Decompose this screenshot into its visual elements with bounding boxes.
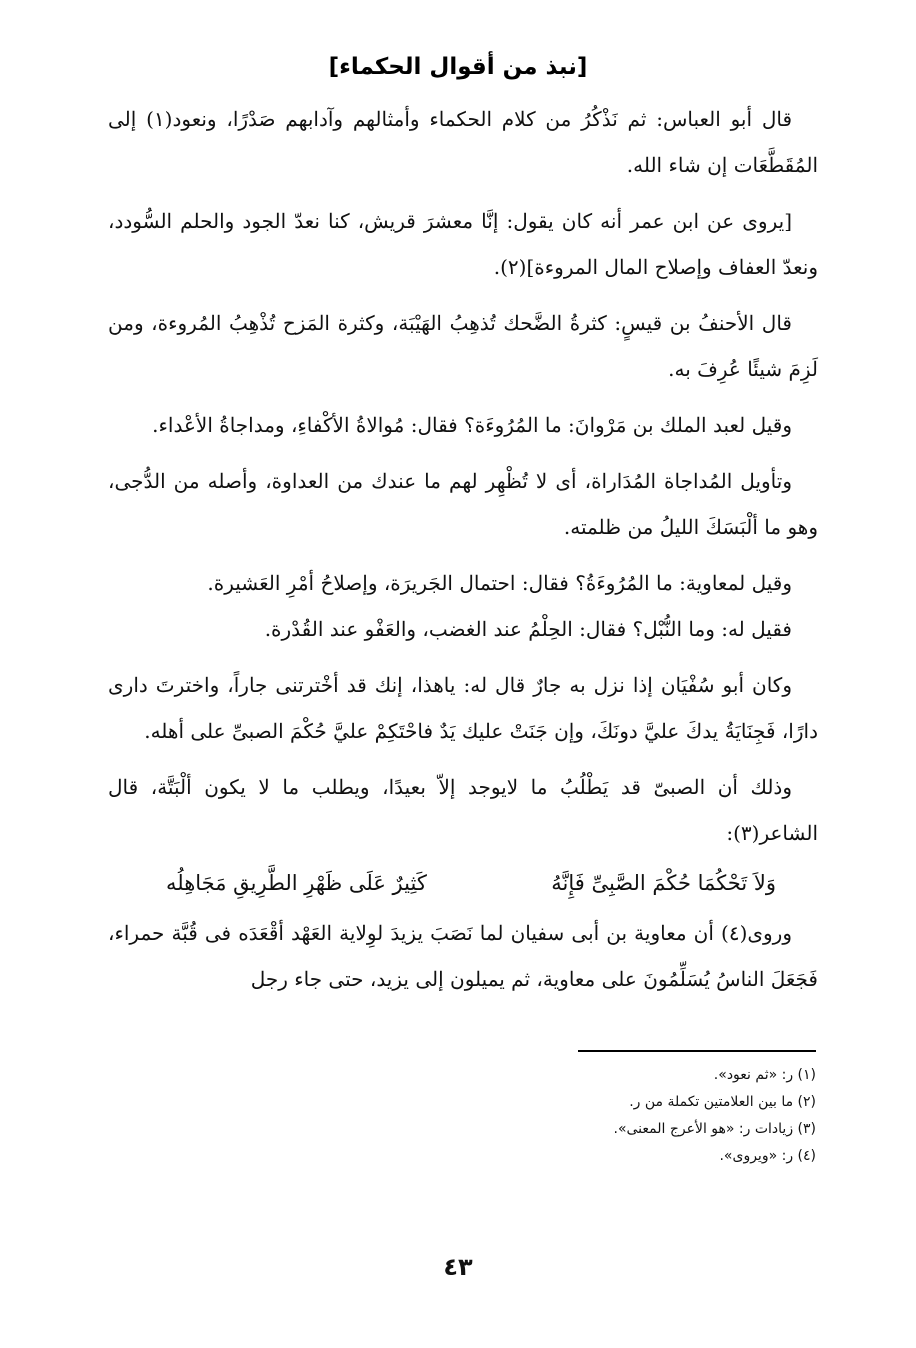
- verse-second-hemistich: كَثِيرٌ عَلَى ظَهْرِ الطَّرِيقِ مَجَاهِلُه: [166, 871, 427, 895]
- paragraph: قال أبو العباس: ثم نَذْكُرُ من كلام الحكماء وأمثالهم وآدابهم صَدْرًا، ونعود(١) إلى المُقَطَّعَات إن شاء الله.: [108, 107, 818, 177]
- footnote: (٣) زيادات ر: «هو الأعرج المعنى».: [613, 1121, 816, 1137]
- running-header: [نبذ من أقوال الحكماء]: [328, 54, 588, 80]
- footnote: (٤) ر: «ويروى».: [719, 1148, 816, 1164]
- footnote: (٢) ما بين العلامتين تكملة من ر.: [629, 1094, 816, 1110]
- paragraph: وتأويل المُداجاة المُدَاراة، أى لا تُظْهِر لهم ما عندك من العداوة، وأصله من الدُّجى، وهو ما ألْبَسَكَ الليلُ من ظلمته.: [108, 469, 818, 539]
- paragraph: وقيل لمعاوية: ما المُرُوءَةُ؟ فقال: احتمال الجَريرَة، وإصلاحُ أمْرِ العَشيرة.: [207, 571, 792, 595]
- page-number: ٤٣: [443, 1253, 473, 1281]
- paragraph: فقيل له: وما النُّبْل؟ فقال: الحِلْمُ عند الغضب، والعَفْو عند القُدْرة.: [264, 617, 792, 641]
- paragraph: وكان أبو سُفْيَان إذا نزل به جارٌ قال له: ياهذا، إنك قد أخْترتنى جاراً، واخترتَ دارى دارًا، فَجِنَايَةُ يدكَ عليَّ دونَكَ، وإن جَنَتْ عليك يَدٌ فاحْتَكِمْ عليَّ حُكْمَ الصبىِّ على أهله.: [108, 673, 818, 743]
- paragraph: [يروى عن ابن عمر أنه كان يقول: إنَّا معشرَ قريش، كنا نعدّ الجود والحلم السُّودد، ونعدّ العفاف وإصلاح المال المروءة](٢).: [108, 209, 818, 279]
- poetry-verse: [108, 860, 818, 906]
- footnote: (١) ر: «ثم نعود».: [713, 1067, 816, 1083]
- paragraph: وذلك أن الصبىّ قد يَطْلُبُ ما لايوجد إلاّ بعيدًا، ويطلب ما لا يكون ألْبَتَّة، قال الشاعر(٣):: [108, 775, 818, 845]
- paragraph: قال الأحنفُ بن قيسٍ: كثرةُ الضَّحك تُذهِبُ الهَيْبَة، وكثرة المَزح تُذْهِبُ المُروءة، ومن لَزِمَ شيئًا عُرِفَ به.: [108, 311, 818, 381]
- footnotes: [216, 1062, 816, 1170]
- paragraph: وروى(٤) أن معاوية بن أبى سفيان لما نَصَبَ يزيدَ لوِلاية العَهْد أقْعَدَه فى قُبَّة حمراء، فَجَعَلَ الناسُ يُسَلِّمُونَ على معاوية، ثم يميلون إلى يزيد، حتى جاء رجل: [108, 921, 818, 991]
- body-text: [108, 96, 818, 1002]
- verse-first-hemistich: وَلاَ تَحْكُمَا حُكْمَ الصَّبِىِّ فَإِنَّهُ: [551, 871, 776, 895]
- paragraph: وقيل لعبد الملك بن مَرْوانَ: ما المُرُوءَة؟ فقال: مُوالاةُ الأكْفاءِ، ومداجاةُ الأعْداء.: [152, 413, 792, 437]
- footnote-divider: [578, 1050, 816, 1052]
